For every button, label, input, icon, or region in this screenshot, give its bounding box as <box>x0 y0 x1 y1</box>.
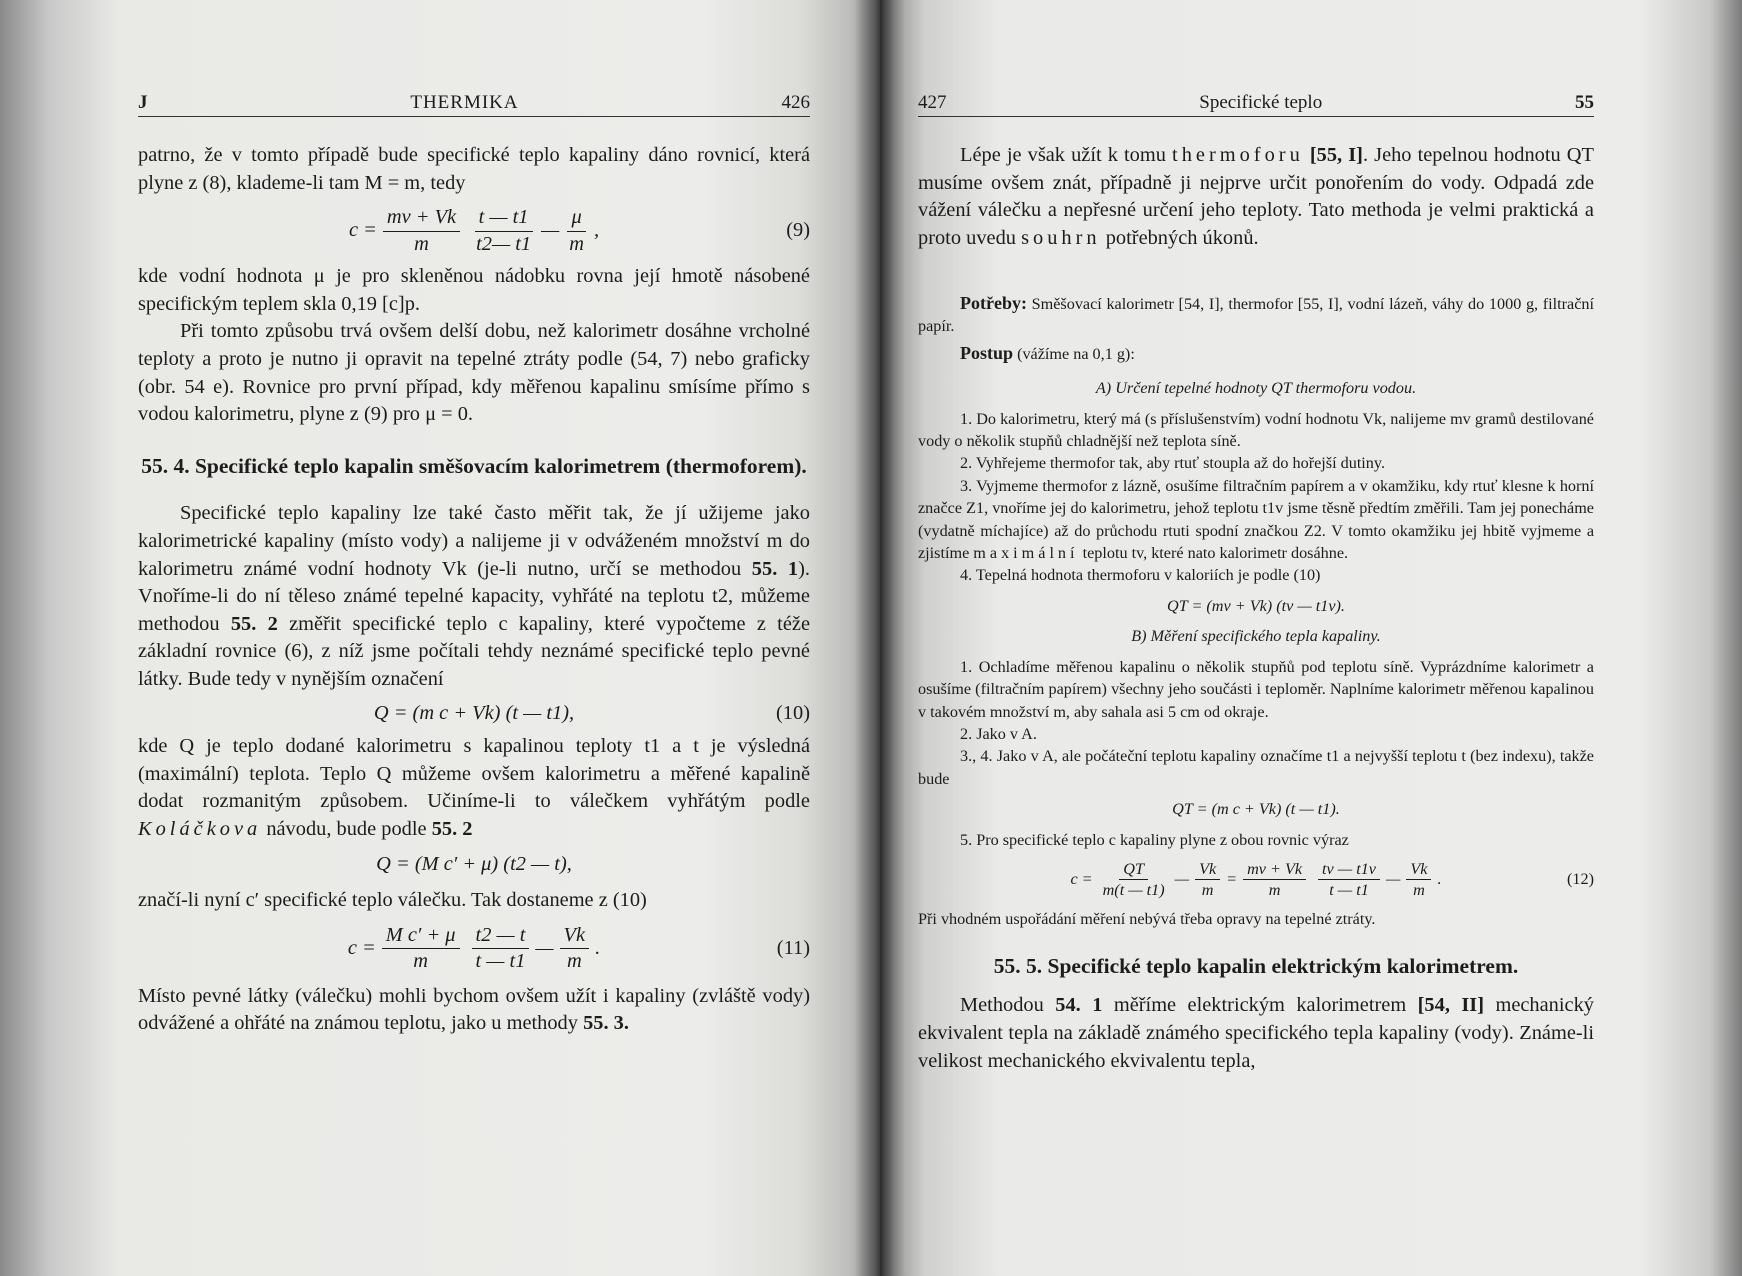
paragraph: Při tomto způsobu trvá ovšem delší dobu, než kalorimetr dosáhne vrcholné teploty a proto je nutno ji opravit na tepelné ztráty podle (54, 7) nebo graficky (obr. 54 e). Rovnice pro první případ, kdy měřenou kapalinu smísíme přímo s vodou kalorimetru, plyne z (9) pro μ = 0. <box>138 320 810 426</box>
fraction: $\frac{mv + Vk}{m}$ <box>1243 859 1306 901</box>
note: Při vhodném uspořádání měření nebývá třeba opravy na tepelné ztráty. <box>918 910 1376 929</box>
right-page-header <box>918 92 1594 117</box>
page-number: 426 <box>781 92 810 113</box>
eq-operator: — <box>541 219 560 242</box>
paragraph: kde Q je teplo dodané kalorimetru s kapalinou teploty t1 a t je výsledná (maximální) teplota. Teplo Q můžeme ovšem kalorimetru a měřené kapalině dodat rozmanitým způsobem. Učiníme-li to válečkem vyhřátým podle Koláčkova návodu, bude podle 55. 2 <box>138 735 810 840</box>
left-page-body <box>138 142 810 1038</box>
step: 2. Jako v A. <box>960 724 1037 743</box>
cross-reference: 54. 1 <box>1055 994 1103 1017</box>
cross-reference: 55. 3. <box>583 1012 629 1035</box>
page-number: 427 <box>918 92 947 113</box>
step: 2. Vyhřejeme thermofor tak, aby rtuť stoupla až do hořejší dutiny. <box>960 454 1385 473</box>
eq-lhs: c = <box>1070 870 1093 889</box>
procedure-paragraph: Postup (vážíme na 0,1 g): <box>960 342 1135 363</box>
equation-number: (10) <box>776 701 810 724</box>
paragraph: Lépe je však užít k tomu thermoforu [55, I]. Jeho tepelnou hodnotu QT musíme ovšem znát, případně ji nejprve určit ponořením do vody. Odpadá zde vážení válečku a nepřesné určení jeho teploty. Tato methoda je velmi praktická a proto uvedu souhrn potřebných úkonů. <box>918 144 1594 249</box>
fraction: $\frac{\text{M c′ + μ}}{m}$ <box>382 923 460 975</box>
subsection-heading: A) Určení tepelné hodnoty QT thermoforu vodou. <box>1095 379 1417 398</box>
section-letter: J <box>138 92 148 113</box>
step: 1. Ochladíme měřenou kapalinu o několik stupňů pod teplotu síně. Vyprázdníme kalorimetr a osušíme (filtračním papírem) všechny jeho součásti i teploměr. Naplníme kalorimetr měřenou kapalinou v takovém množství m, aby sahala asi 5 cm od okraje. <box>918 657 1594 721</box>
equation-number: (11) <box>776 936 810 959</box>
equation-a: QT = (mv + Vk) (tv — t1v). <box>1167 596 1345 615</box>
eq-lhs: c = <box>348 219 377 242</box>
step: 4. Tepelná hodnota thermoforu v kaloriích je podle (10) <box>960 566 1321 585</box>
paragraph: značí-li nyní c′ specifické teplo válečku. Tak dostaneme z (10) <box>138 889 647 912</box>
equation-12 <box>918 859 1594 901</box>
running-title: Specifické teplo <box>1199 92 1323 113</box>
paragraph: Specifické teplo kapaliny lze také často měřit tak, že jí užijeme jako kalorimetrické kapaliny (místo vody) a nalijeme ji v odváženém množství m do kalorimetru známé vodní hodnoty Vk (je-li nutno, určí se methodou 55. 1). Vnoříme-li do ní těleso známé tepelné kapacity, vyhřáté na teplotu t2, můžeme methodou 55. 2 změřit specifické teplo c kapaliny, které vypočteme z téže základní rovnice (6), z níž jsme počítali tehdy neznámé specifické teplo pevné látky. Bude tedy v nynějším označení <box>138 502 810 690</box>
fraction: $\frac{t2 — t}{t — t1}$ <box>472 923 530 975</box>
eq-lhs: c = <box>347 936 376 959</box>
section-heading: 55. 5. Specifické teplo kapalin elektrickým kalorimetrem. <box>993 953 1519 978</box>
fraction: $\frac{tv — t1v}{t — t1}$ <box>1318 859 1380 901</box>
cross-reference: [55, I] <box>1309 144 1363 166</box>
paragraph: Místo pevné látky (válečku) mohli bychom ovšem užít i kapaliny (zvláště vody) odvážené a ohřáté na známou teplotu, jako u methody 55. 3. <box>138 984 810 1035</box>
running-title: THERMIKA <box>410 92 519 113</box>
eq-punct: , <box>593 219 600 242</box>
paragraph: patrno, že v tomto případě bude specifické teplo kapaliny dáno rovnicí, která plyne z (8), klademe-li tam M = m, tedy <box>138 144 810 194</box>
fraction: $\frac{mv + Vk}{m}$ <box>383 205 460 257</box>
needs-paragraph: Potřeby: Směšovací kalorimetr [54, I], thermofor [55, I], vodní lázeň, váhy do 1000 g, filtrační papír. <box>918 293 1595 336</box>
eq-operator: — <box>535 936 554 959</box>
equation-11 <box>138 923 810 975</box>
cross-reference: 55. 2 <box>230 612 278 635</box>
fraction: $\frac{t — t1}{t2— t1}$ <box>476 206 532 255</box>
section-number: 55 <box>1575 92 1594 113</box>
step: 3., 4. Jako v A, ale počáteční teplotu kapaliny označíme t1 a nejvyšší teplotu t (bez indexu), takže bude <box>918 747 1594 788</box>
right-page-procedure <box>918 292 1594 1075</box>
cross-reference: [54, II] <box>1417 994 1485 1017</box>
eq-punct: . <box>1437 870 1442 889</box>
paragraph: Methodou 54. 1 měříme elektrickým kalorimetrem [54, II] mechanický ekvivalent tepla na základě známého specifického tepla kapaliny (vody). Známe-li velikost mechanického ekvivalentu tepla, <box>918 994 1594 1072</box>
fraction: $\frac{Vk}{m}$ <box>560 923 590 975</box>
equation-b: QT = (m c + Vk) (t — t1). <box>1172 800 1340 819</box>
subsection-heading: B) Měření specifického tepla kapaliny. <box>1131 627 1381 646</box>
step: 5. Pro specifické teplo c kapaliny plyne z obou rovnic výraz <box>960 830 1349 849</box>
fraction: $\frac{QT}{m(t — t1)}$ <box>1102 859 1165 900</box>
eq-punct: . <box>595 936 601 959</box>
fraction: $\frac{Vk}{m}$ <box>1195 859 1220 901</box>
equation-9 <box>138 205 810 257</box>
eq-operator: — <box>1174 870 1190 889</box>
left-page-header <box>138 92 810 117</box>
equation-10: Q = (m c + Vk) (t — t1), (10) <box>138 700 810 728</box>
person-name: Koláčkova <box>138 817 262 840</box>
equation-number: (9) <box>786 219 810 242</box>
cross-reference: 55. 1 <box>751 557 799 580</box>
step: 1. Do kalorimetru, který má (s příslušenstvím) vodní hodnotu Vk, nalijeme mv gramů destilované vody o několik stupňů chladnější než teplota síně. <box>918 409 1594 451</box>
paragraph: kde vodní hodnota μ je pro skleněnou nádobku rovna její hmotě násobené specifickým teplem skla 0,19 [c]p. <box>138 265 810 315</box>
step: 3. Vyjmeme thermofor z lázně, osušíme filtračním papírem a v okamžiku, kdy rtuť klesne k horní značce Z1, vnoříme jej do kalorimetru, jehož teplotu t1v jsme těsně předtím změřili. Tam jej ponecháme (vydatně míchajíce) až do průchodu rtuti spodní značkou Z2. V tomto okamžiku jej hbitě vyjmeme a zjistíme maximální teplotu tv, které nato kalorimetr dosáhne. <box>918 476 1594 563</box>
equation-number: (12) <box>1567 870 1594 889</box>
right-page <box>880 0 1742 1276</box>
cross-reference: 55. 2 <box>431 817 473 840</box>
fraction: $\frac{Vk}{m}$ <box>1406 859 1431 901</box>
section-heading: 55. 4. Specifické teplo kapalin směšovacím kalorimetrem (thermoforem). <box>141 453 807 478</box>
eq-operator: — <box>1386 870 1401 889</box>
eq-operator: = <box>1226 870 1238 889</box>
equation-unnumbered: Q = (M c′ + μ) (t2 — t), <box>376 853 572 876</box>
fraction: $\frac{\mu}{m}$ <box>569 206 584 255</box>
right-page-intro <box>918 142 1594 252</box>
